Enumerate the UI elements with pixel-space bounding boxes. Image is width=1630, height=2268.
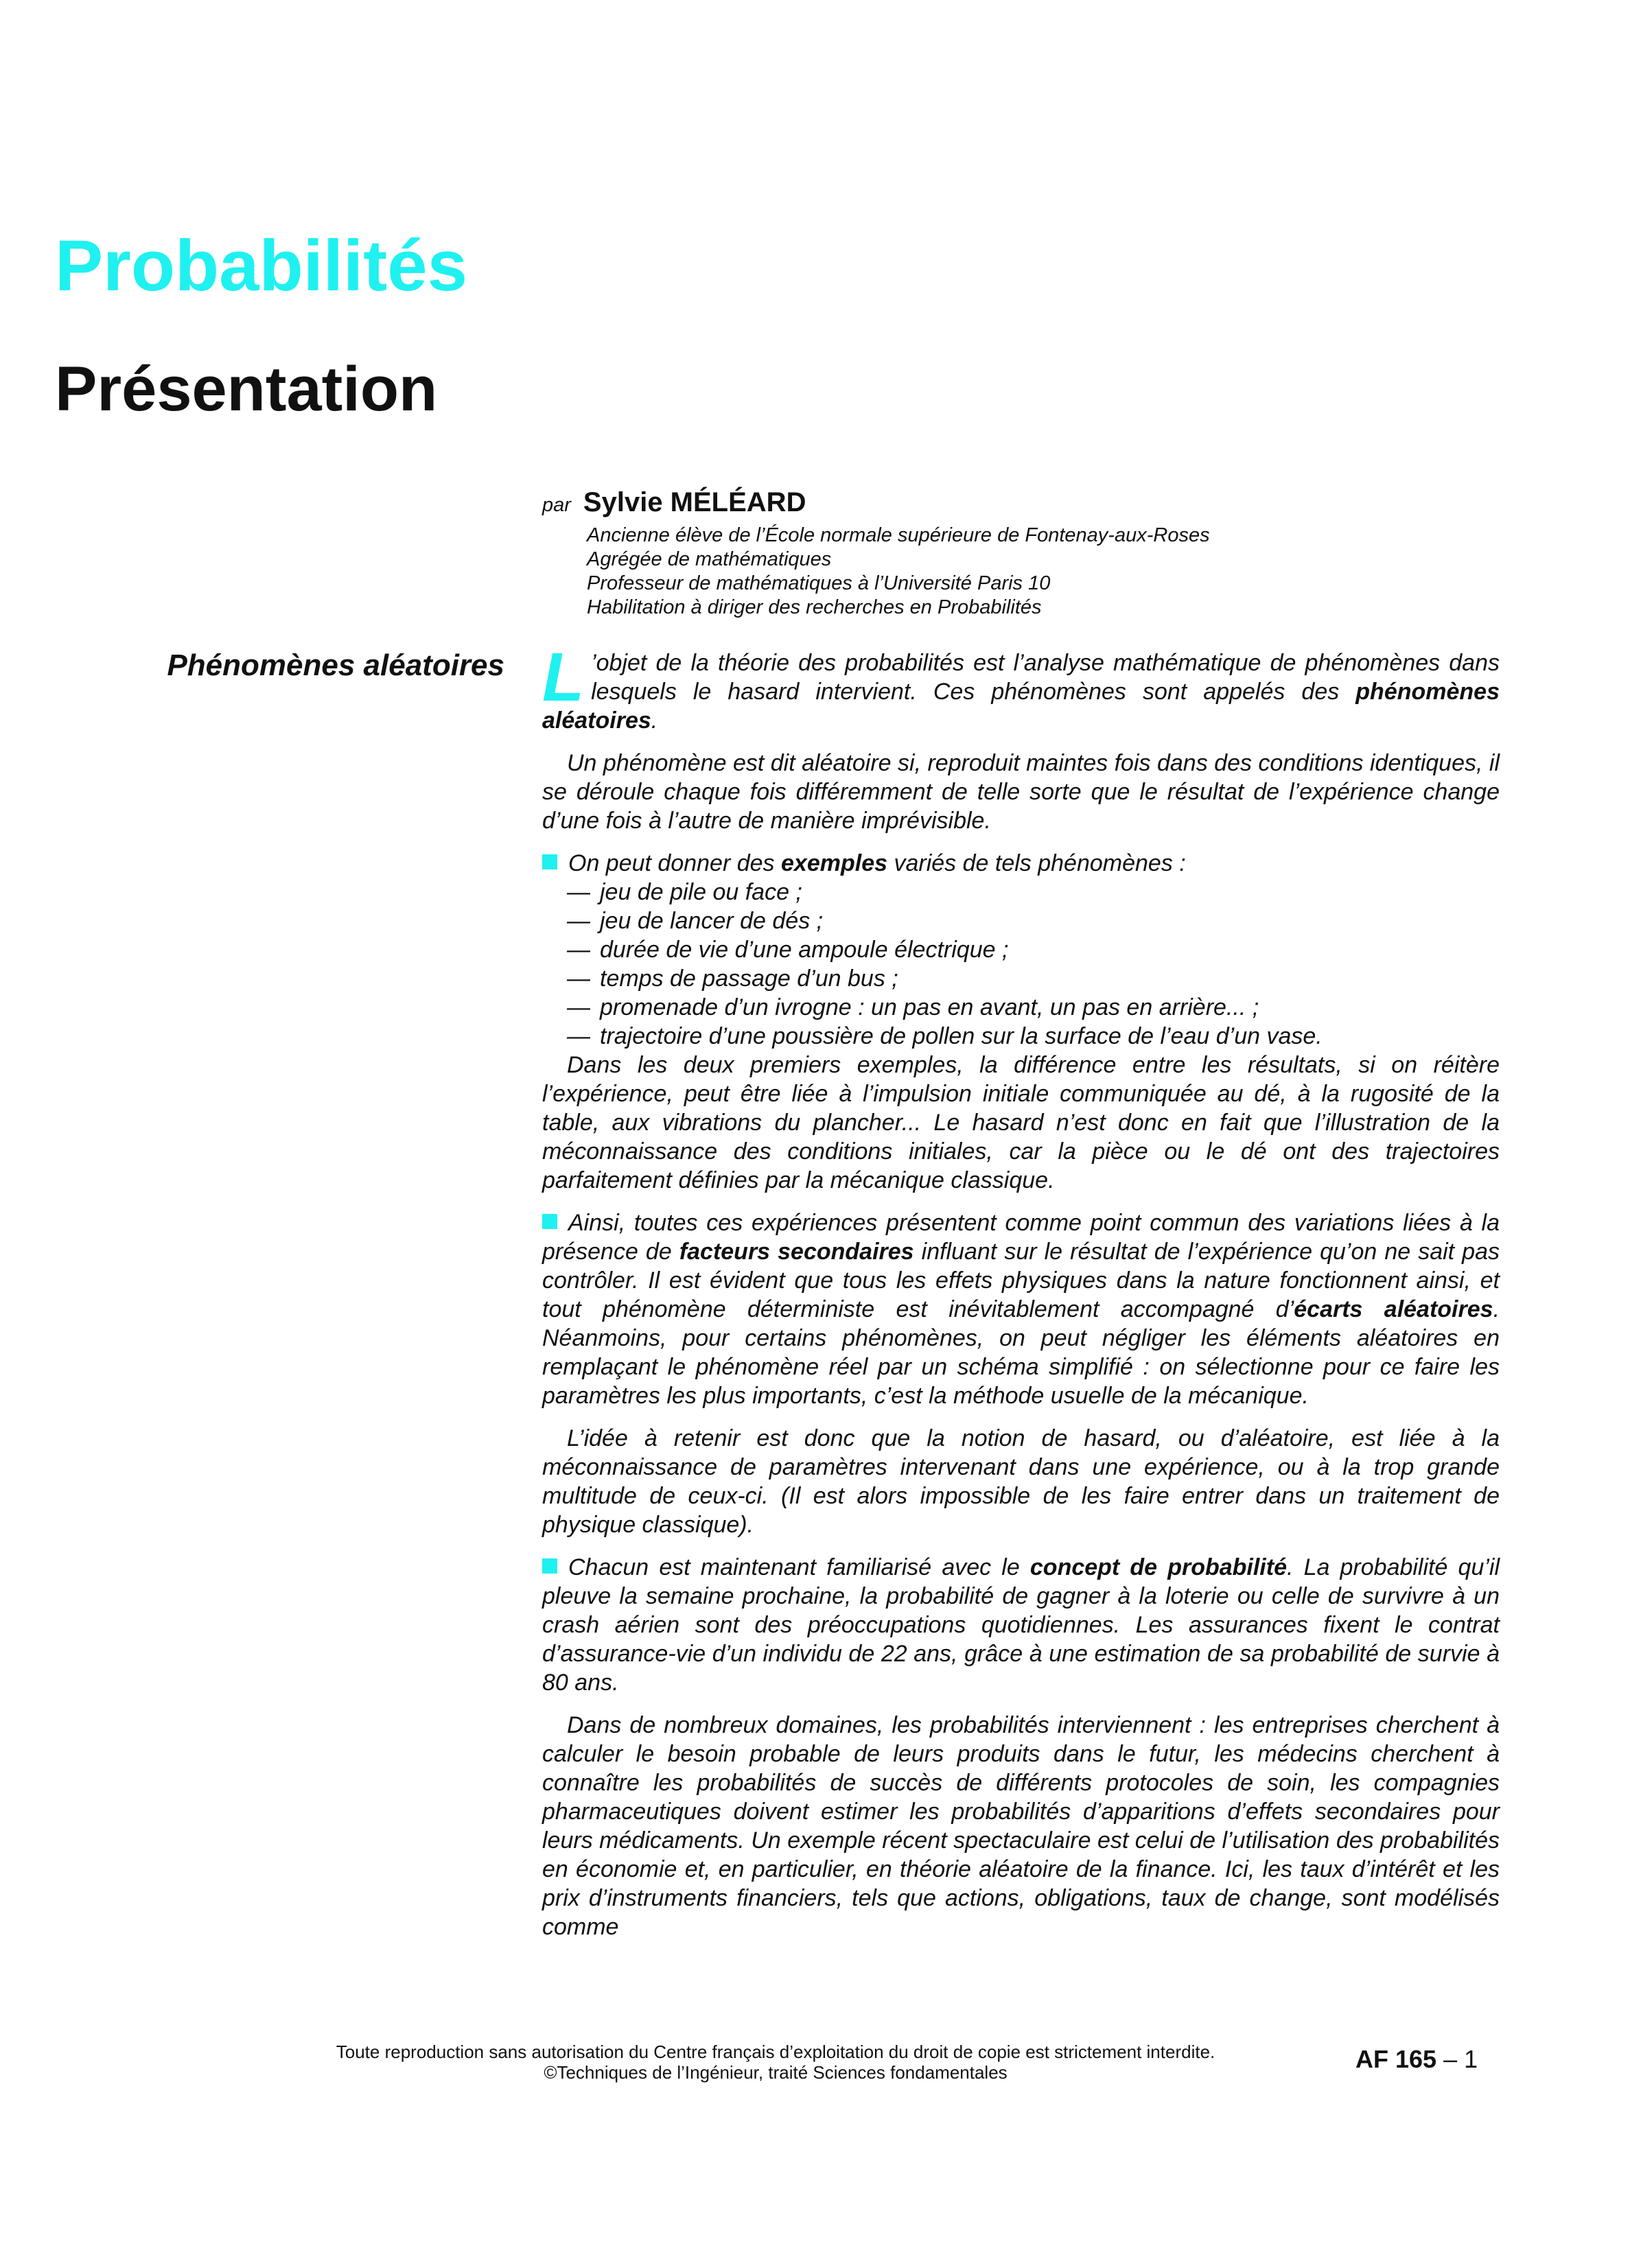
footer-line: ©Techniques de l’Ingénieur, traité Sciences fondamentales xyxy=(544,2062,1008,2083)
author-name: Sylvie MÉLÉARD xyxy=(583,487,806,517)
text-span: Chacun est maintenant familiarisé avec le xyxy=(568,1554,1030,1580)
list-item xyxy=(567,935,1500,964)
paragraph: Dans les deux premiers exemples, la différence entre les résultats, si on réitère l’expérience, peut être liée à l’impulsion initiale communiquée au dé, à la rugosité de la table, aux vibrations du plancher... Le hasard n’est donc en fait que l’illustration de la méconnaissance des conditions initiales, car la pièce ou le dé ont des trajectoires parfaitement définies par la mécanique classique. xyxy=(542,1052,1500,1193)
emphasis: phénomènes aléatoires xyxy=(542,679,1500,734)
emphasis: facteurs secondaires xyxy=(679,1239,914,1265)
body-text xyxy=(542,639,1500,1941)
page-number: – 1 xyxy=(1436,2045,1478,2073)
author-credentials xyxy=(587,524,1503,620)
text-span: ’objet de la théorie des probabilités est l’analyse mathématique de phénomènes dans lesquels le hasard intervient. Ces phénomènes sont appelés des xyxy=(591,650,1500,705)
text-span: Ainsi, toutes ces expériences présentent comme point commun des variations liées à la présence de xyxy=(542,1210,1500,1265)
text-span: . Néanmoins, pour certains phénomènes, on peut négliger les éléments aléatoires en remplaçant le phénomène réel par un schéma simplifié : on sélectionne pour ce faire les paramètres les plus importants, c’est la méthode usuelle de la mécanique. xyxy=(542,1296,1500,1409)
list-item xyxy=(567,907,1500,935)
list-item xyxy=(567,993,1500,1022)
square-bullet-icon xyxy=(542,1558,557,1574)
list-item-text: jeu de lancer de dés ; xyxy=(600,908,824,934)
document-title: Probabilités xyxy=(55,226,467,306)
dash-bullet: — xyxy=(567,994,590,1020)
paragraph xyxy=(542,1553,1500,1697)
list-item-text: jeu de pile ou face ; xyxy=(600,879,802,905)
dash-bullet: — xyxy=(567,1023,590,1049)
paragraph xyxy=(542,639,1500,735)
text-span: . La probabilité qu’il pleuve la semaine prochaine, la probabilité de gagner à la loterie ou celle de survivre à un crash aérien sont des préoccupations quotidiennes. Les assurances fixent le contrat d’assurance-vie d’un individu de 22 ans, grâce à une estimation de sa probabilité de survie à 80 ans. xyxy=(542,1554,1500,1696)
emphasis: concept de probabilité xyxy=(1029,1554,1287,1580)
list-item-text: durée de vie d’une ampoule électrique ; xyxy=(600,937,1009,963)
byline xyxy=(542,487,1503,620)
section-heading: Phénomènes aléatoires xyxy=(167,648,504,682)
paragraph: Dans de nombreux domaines, les probabilités interviennent : les entreprises cherchent à calculer le besoin probable de leurs produits dans le futur, les médecins cherchent à connaître les probabilités de succès de différents protocoles de soin, les compagnies pharmaceutiques doivent estimer les probabilités d’apparitions d’effets secondaires pour leurs médicaments. Un exemple récent spectaculaire est celui de l’utilisation des probabilités en économie et, en particulier, en théorie aléatoire de la finance. Ici, les taux d’intérêt et les prix d’instruments financiers, tels que actions, obligations, taux de change, sont modélisés comme xyxy=(542,1712,1500,1940)
list-item-text: trajectoire d’une poussière de pollen sur la surface de l’eau d’un vase. xyxy=(600,1023,1323,1049)
page-reference xyxy=(1355,2045,1478,2074)
list-item xyxy=(567,1022,1500,1051)
document-code: AF 165 xyxy=(1355,2045,1437,2073)
text-span: influant sur le résultat de l’expérience qu’on ne sait pas contrôler. Il est évident que tous les effets physiques dans la nature fonctionnent ainsi, et tout phénomène déterministe est inévitablement accompagné d’ xyxy=(542,1239,1500,1322)
text-span: variés de tels phénomènes : xyxy=(887,850,1186,876)
credential-line: Ancienne élève de l’École normale supérieure de Fontenay-aux-Roses xyxy=(587,524,1210,546)
drop-cap: L xyxy=(542,639,585,716)
dash-bullet: — xyxy=(567,937,590,963)
text-span: On peut donner des xyxy=(568,850,782,876)
paragraph xyxy=(542,1208,1500,1410)
emphasis: écarts aléatoires xyxy=(1294,1296,1493,1322)
document-subtitle: Présentation xyxy=(55,354,438,424)
text-span: . xyxy=(651,708,658,734)
dash-bullet: — xyxy=(567,908,590,934)
credential-line: Habilitation à diriger des recherches en Probabilités xyxy=(587,596,1042,618)
footer-line: Toute reproduction sans autorisation du Centre français d’exploitation du droit de copie est strictement interdite. xyxy=(336,2042,1215,2062)
dash-bullet: — xyxy=(567,879,590,905)
paragraph: L’idée à retenir est donc que la notion de hasard, ou d’aléatoire, est liée à la méconnaissance de paramètres intervenant dans une expérience, ou à la trop grande multitude de ceux-ci. (Il est alors impossible de les faire entrer dans un traitement de physique classique). xyxy=(542,1425,1500,1538)
credential-line: Agrégée de mathématiques xyxy=(587,548,832,570)
paragraph: Un phénomène est dit aléatoire si, reproduit maintes fois dans des conditions identiques, il se déroule chaque fois différemment de telle sorte que le résultat de l’expérience change d’une fois à l’autre de manière imprévisible. xyxy=(542,750,1500,834)
emphasis: exemples xyxy=(781,850,888,876)
list-item-text: promenade d’un ivrogne : un pas en avant, un pas en arrière... ; xyxy=(600,994,1259,1020)
credential-line: Professeur de mathématiques à l’Université Paris 10 xyxy=(587,572,1051,594)
examples-list xyxy=(567,878,1500,1051)
list-item-text: temps de passage d’un bus ; xyxy=(600,966,898,992)
square-bullet-icon xyxy=(542,1214,557,1229)
paragraph xyxy=(542,849,1500,878)
copyright-footer xyxy=(206,2042,1345,2083)
list-item xyxy=(567,878,1500,907)
dash-bullet: — xyxy=(567,966,590,992)
list-item xyxy=(567,964,1500,993)
byline-par: par xyxy=(542,494,571,516)
square-bullet-icon xyxy=(542,854,557,869)
